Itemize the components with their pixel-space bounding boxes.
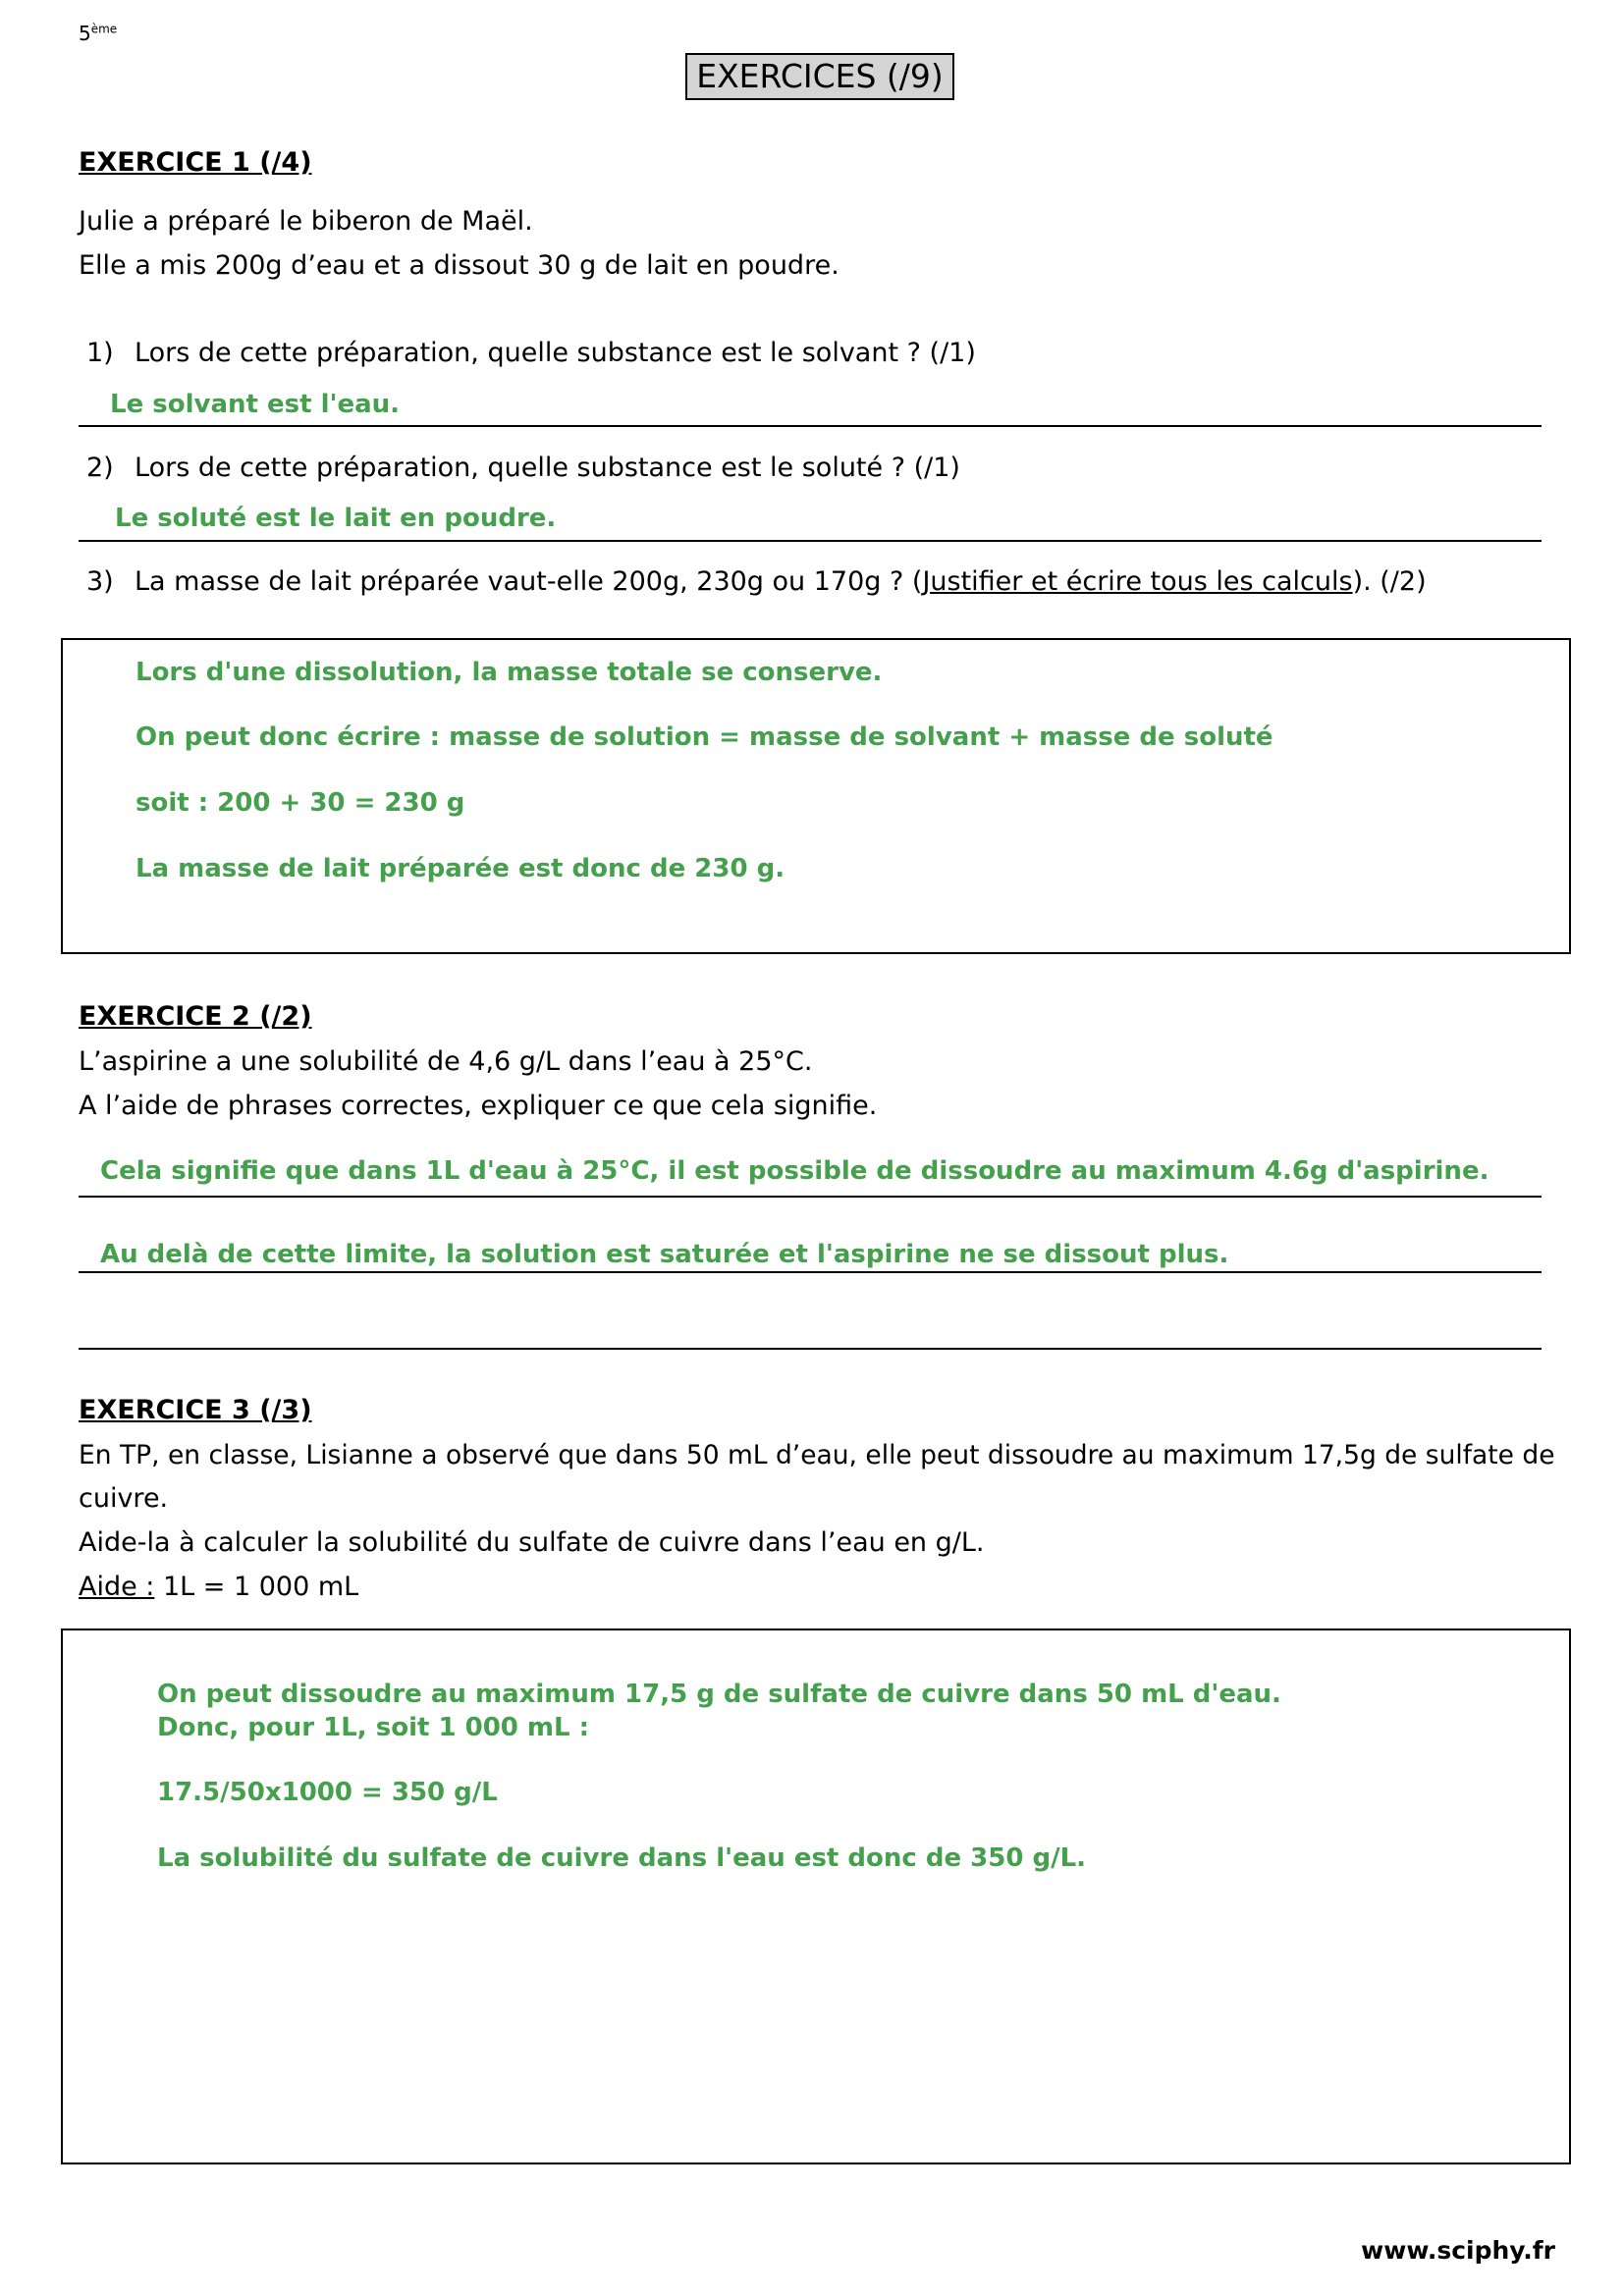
exercise-3-text-2: cuivre.: [79, 1483, 169, 1514]
answer-box-3-line-4: La solubilité du sulfate de cuivre dans l'eau est donc de 350 g/L.: [157, 1843, 1087, 1873]
footer-url: www.sciphy.fr: [1361, 2236, 1555, 2265]
page-title: EXERCICES (/9): [685, 53, 954, 100]
question-1: Lors de cette préparation, quelle substance est le solvant ? (/1): [135, 338, 976, 368]
answer-2: Le soluté est le lait en poudre.: [115, 504, 557, 533]
answer-box-3-line-2: Donc, pour 1L, soit 1 000 mL :: [157, 1713, 590, 1742]
exercise-1-intro-1: Julie a préparé le biberon de Maël.: [79, 206, 533, 237]
answer-1-line: [79, 425, 1542, 427]
exercise-3-hint: Aide : 1L = 1 000 mL: [79, 1572, 359, 1602]
question-1-number: 1): [86, 338, 114, 368]
answer-1: Le solvant est l'eau.: [110, 390, 401, 419]
answer-box-1-line-3: soit : 200 + 30 = 230 g: [135, 788, 465, 818]
exercise-2-answer-2: Au delà de cette limite, la solution est saturée et l'aspirine ne se dissout plus.: [100, 1240, 1229, 1269]
exercise-1-heading: EXERCICE 1 (/4): [79, 147, 312, 178]
exercise-1-intro-2: Elle a mis 200g d’eau et a dissout 30 g de lait en poudre.: [79, 250, 839, 281]
answer-box-1-line-4: La masse de lait préparée est donc de 230 g.: [135, 854, 785, 883]
exercise-3-text-3: Aide-la à calculer la solubilité du sulfate de cuivre dans l’eau en g/L.: [79, 1527, 985, 1558]
question-3: La masse de lait préparée vaut-elle 200g, 230g ou 170g ? (Justifier et écrire tous les calculs). (/2): [135, 566, 1427, 597]
question-2-number: 2): [86, 453, 114, 483]
answer-box-1-line-1: Lors d'une dissolution, la masse totale se conserve.: [135, 658, 883, 687]
exercise-2-text-1: L’aspirine a une solubilité de 4,6 g/L dans l’eau à 25°C.: [79, 1046, 813, 1077]
exercise-2-line-3: [79, 1348, 1542, 1350]
exercise-2-line-2: [79, 1271, 1542, 1273]
grade-level: 5ème: [79, 22, 118, 45]
exercise-3-text-1: En TP, en classe, Lisianne a observé que dans 50 mL d’eau, elle peut dissoudre au maximum 17,5g de sulfate de: [79, 1440, 1555, 1470]
question-2: Lors de cette préparation, quelle substance est le soluté ? (/1): [135, 453, 960, 483]
exercise-2-line-1: [79, 1196, 1542, 1198]
exercise-3-heading: EXERCICE 3 (/3): [79, 1395, 312, 1425]
answer-box-1-line-2: On peut donc écrire : masse de solution = masse de solvant + masse de soluté: [135, 722, 1273, 752]
answer-box-3-line-1: On peut dissoudre au maximum 17,5 g de sulfate de cuivre dans 50 mL d'eau.: [157, 1680, 1281, 1709]
exercise-2-text-2: A l’aide de phrases correctes, expliquer ce que cela signifie.: [79, 1091, 878, 1121]
question-3-number: 3): [86, 566, 114, 597]
exercise-2-answer-1: Cela signifie que dans 1L d'eau à 25°C, il est possible de dissoudre au maximum 4.6g d'aspirine.: [100, 1156, 1489, 1186]
answer-2-line: [79, 540, 1542, 542]
answer-box-3-line-3: 17.5/50x1000 = 350 g/L: [157, 1778, 498, 1807]
exercise-2-heading: EXERCICE 2 (/2): [79, 1001, 312, 1032]
